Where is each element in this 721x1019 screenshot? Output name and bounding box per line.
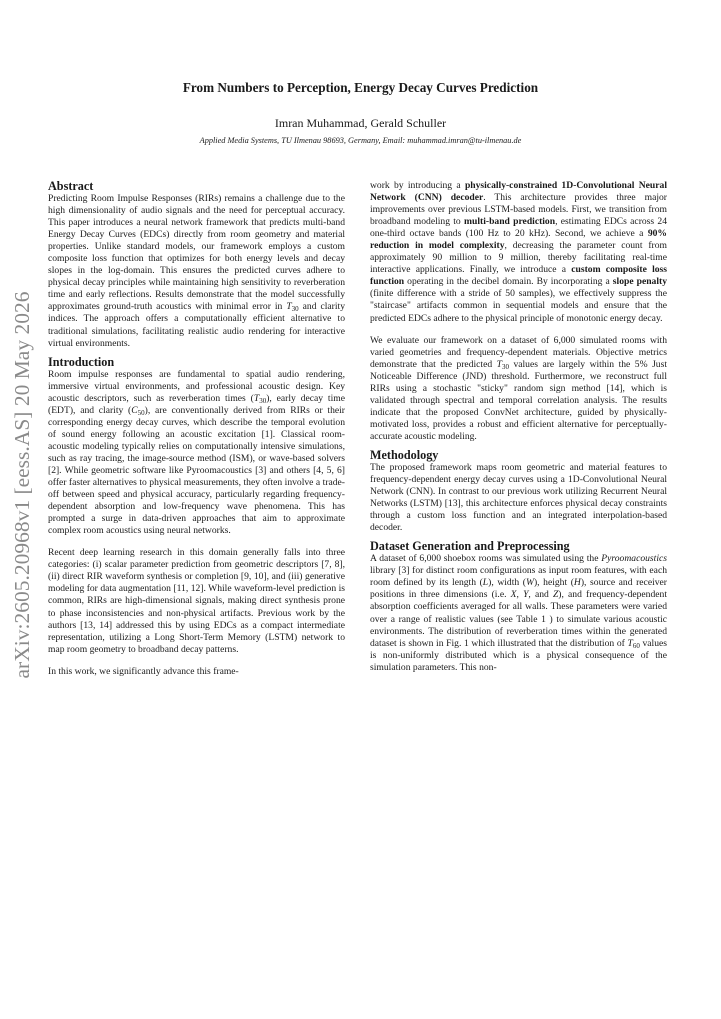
introduction-paragraph-4: We evaluate our framework on a dataset of 6,000 simulated rooms with varied geometries and frequency-dependent materials. Objective metrics demonstrate that the predicted $T_{30}$ values are largely within the 5% Just Noticeable Difference (JND) threshold. Furthermore, we reconstruct full RIRs using a stochastic "sticky" random sign method [14], which is validated through spectral and temporal correlation analysis. The results indicate that the proposed ConvNet architecture, guided by physically-motivated loss, provides a robust and efficient alternative for perceptually-accurate acoustic modeling. (370, 334, 667, 442)
introduction-paragraph-3-start: In this work, we significantly advance this frame- (48, 665, 239, 677)
right-column (370, 180, 667, 674)
methodology-heading: Methodology (370, 447, 439, 462)
abstract-paragraph: Predicting Room Impulse Responses (RIRs) remains a challenge due to the high dimensionality of audio signals and the need for perceptual accuracy. This paper introduces a neural network framework that predicts multi-band Energy Decay Curves (EDCs) directly from room geometry and material properties. Unlike standard models, our framework employs a custom composite loss function that optimizes for both energy levels and decay slopes in the log-domain. This ensures the predicted curves adhere to physical decay principles while maintaining high sensitivity to reverberation time and early reflections. Results demonstrate that the model successfully approximates ground-truth acoustics with minimal error in $T_{30}$ and clarity indices. The approach offers a computationally efficient alternative to traditional simulations, facilitating realistic audio rendering for interactive virtual environments. (48, 193, 345, 349)
dataset-heading: Dataset Generation and Preprocessing (370, 539, 570, 554)
arxiv-identifier-text: arXiv:2605.20968v1 [eess.AS] 20 May 2026 (10, 291, 34, 679)
introduction-heading: Introduction (48, 354, 115, 369)
introduction-paragraph-3-cont: work by introducing a physically-constrained 1D-Convolutional Neural Network (CNN) decoder. This architecture provides three major improvements over previous LSTM-based models. First, we transition from broadband modeling to multi-band prediction, estimating EDCs across 24 one-third octave bands (100 Hz to 20 kHz). Second, we achieve a 90% reduction in model complexity, decreasing the parameter count from approximately 90 million to 9 million, thereby facilitating real-time interactive applications. Finally, we introduce a custom composite loss function operating in the decibel domain. By incorporating a slope penalty (finite difference with a stride of 50 samples), we effectively suppress the "staircase" artifacts common in sequential models and ensure that the predicted EDCs adhere to the physical principle of monotonic energy decay. (370, 180, 668, 324)
introduction-paragraph-1: Room impulse responses are fundamental to spatial audio rendering, immersive virtual environments, and professional acoustic design. Key acoustic descriptors, such as reverberation times $(T_{30})$, early decay time (EDT), and clarity $(C_{50})$, are conventionally derived from RIRs or their corresponding energy decay curves, which describe the temporal evolution of sound energy following an acoustic excitation [1]. Classical room-acoustic modeling typically relies on computationally intensive simulations, such as ray tracing, the image-source method (ISM), or wave-based solvers [2]. While geometric software like Pyroomacoustics [3] and others [4, 5, 6] offer faster alternatives to physical measurements, they often involve a trade-off between speed and physical accuracy, particularly regarding frequency-dependent absorption and low-frequency wave phenomena. This has prompted a surge in data-driven approaches that aim to approximate complex room acoustics using neural networks. (48, 368, 345, 537)
paper-title: From Numbers to Perception, Energy Decay Curves Prediction (182, 80, 539, 95)
paper-affiliation: Applied Media Systems, TU Ilmenau 98693, Germany, Email: muhammad.imran@tu-ilmenau.de (199, 136, 522, 145)
paper-authors: Imran Muhammad, Gerald Schuller (274, 116, 447, 130)
arxiv-identifier-stamp (2, 270, 42, 700)
left-column (48, 180, 345, 678)
abstract-heading: Abstract (48, 179, 94, 193)
methodology-paragraph: The proposed framework maps room geometric and material features to frequency-dependent energy decay curves using a 1D-Convolutional Neural Network (CNN). In contrast to our previous work utilizing Recurrent Neural Networks (LSTM) [13], this architecture enforces physical decay constraints through a custom loss function and an integrated interpolation-based decoder. (370, 461, 667, 534)
introduction-paragraph-2: Recent deep learning research in this domain generally falls into three categories: (i) scalar parameter prediction from geometric descriptors [7, 8], (ii) direct RIR waveform synthesis or completion [9, 10], and (iii) generative modeling for data augmentation [11, 12]. While waveform-level prediction is common, RIRs are high-dimensional signals, making direct synthesis prone to phase inconsistencies and non-physical artifacts. Previous work by the authors [13, 14] addressed this by using EDCs as a compact intermediate representation, utilizing a Long Short-Term Memory (LSTM) network to map room geometry to broadband decay patterns. (48, 547, 345, 655)
dataset-paragraph: A dataset of 6,000 shoebox rooms was simulated using the Pyroomacoustics library [3] for distinct room configurations as input room features, with each room defined by its length (L), width (W), height (H), source and receiver positions in three dimensions (i.e. X, Y, and Z), and frequency-dependent absorption coefficients averaged for all walls. These parameters were varied over a range of realistic values (see Table 1 ) to simulate various acoustic environments. The distribution of reverberation times within the generated dataset is shown in Fig. 1 which illustrated that the distribution of $T_{60}$ values is non-uniformly distributed which is a physical consequence of the simulation parameters. This non- (370, 553, 668, 673)
